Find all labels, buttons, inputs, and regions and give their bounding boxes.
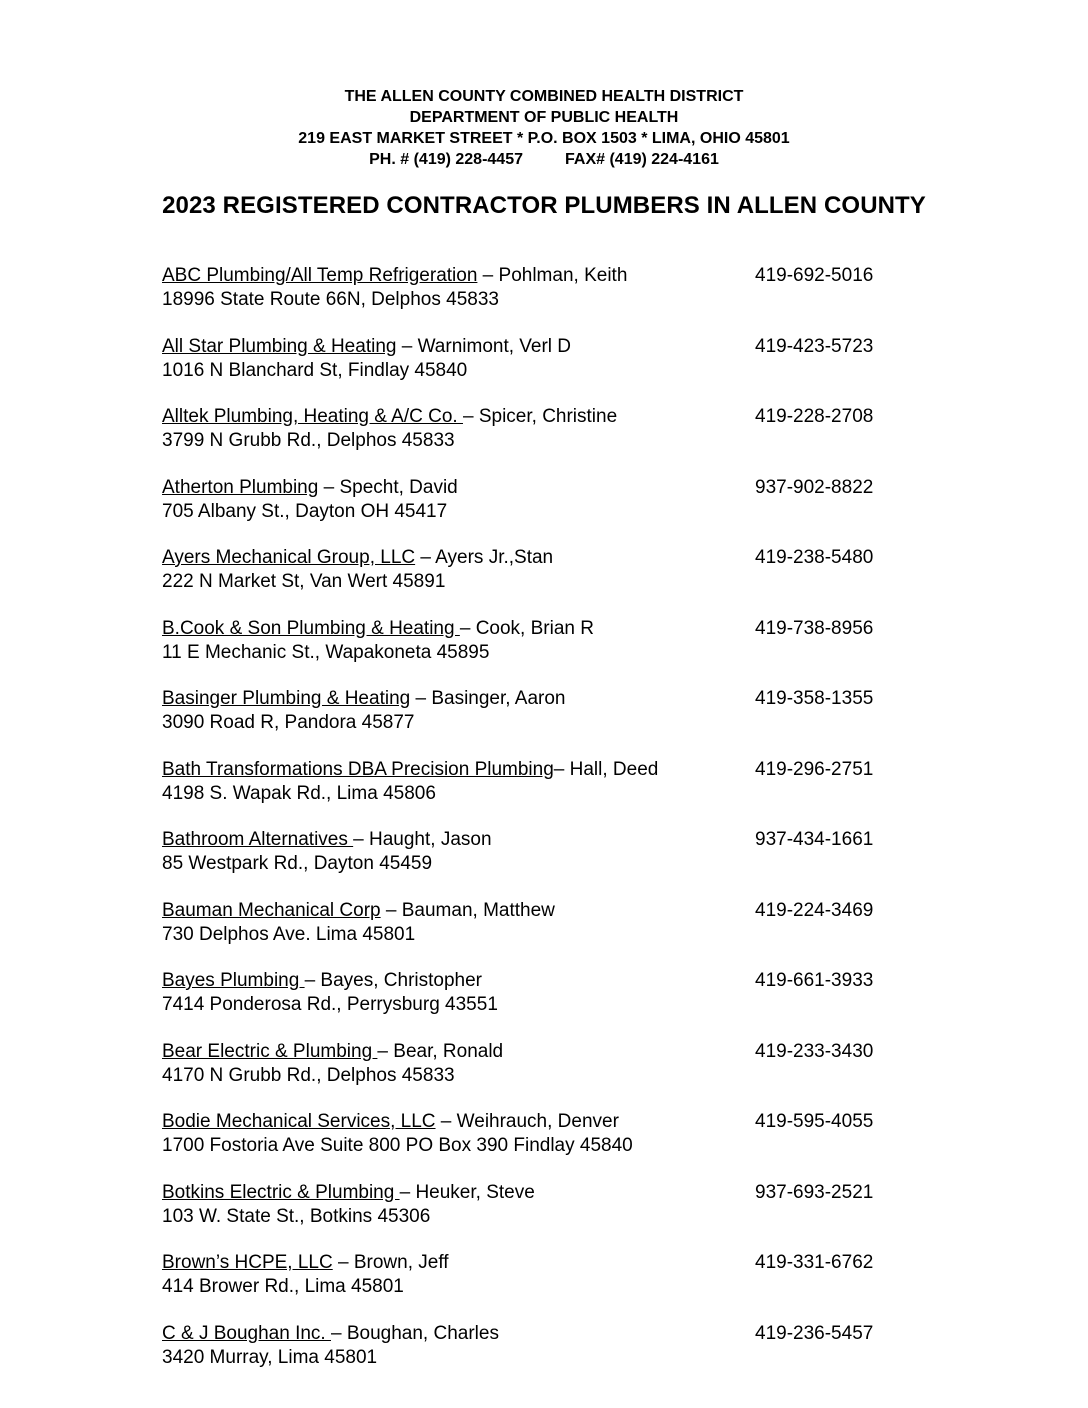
company-address: 730 Delphos Ave. Lima 45801 bbox=[162, 923, 416, 945]
company-name: Bath Transformations DBA Precision Plumbing bbox=[162, 758, 554, 780]
list-item bbox=[162, 1322, 922, 1393]
company-address: 4198 S. Wapak Rd., Lima 45806 bbox=[162, 782, 436, 804]
company-name: Brown’s HCPE, LLC bbox=[162, 1252, 333, 1273]
phone-number: 419-595-4055 bbox=[755, 1111, 874, 1132]
office-phone: PH. # (419) 228-4457 bbox=[369, 151, 523, 168]
list-item bbox=[162, 1110, 922, 1181]
phone-number: 419-236-5457 bbox=[755, 1322, 874, 1344]
company-name: ABC Plumbing/All Temp Refrigeration bbox=[162, 265, 478, 286]
phone-number: 419-423-5723 bbox=[755, 335, 874, 357]
list-item bbox=[162, 405, 922, 476]
org-name: THE ALLEN COUNTY COMBINED HEALTH DISTRICT bbox=[344, 88, 744, 105]
letterhead bbox=[0, 86, 1088, 170]
phone-number: 419-224-3469 bbox=[755, 899, 874, 921]
company-name: Bodie Mechanical Services, LLC bbox=[162, 1111, 436, 1132]
page-title: 2023 REGISTERED CONTRACTOR PLUMBERS IN ALLEN COUNTY bbox=[162, 192, 926, 219]
phone-number: 937-693-2521 bbox=[755, 1181, 874, 1203]
company-address: 85 Westpark Rd., Dayton 45459 bbox=[162, 853, 433, 874]
contact-name: – Heuker, Steve bbox=[399, 1181, 535, 1203]
company-name: Ayers Mechanical Group, LLC bbox=[162, 547, 416, 568]
contact-name: – Spicer, Christine bbox=[462, 406, 618, 427]
phone-number: 937-434-1661 bbox=[755, 829, 874, 850]
company-name: Alltek Plumbing, Heating & A/C Co. bbox=[162, 406, 463, 427]
company-name: Bear Electric & Plumbing bbox=[162, 1040, 378, 1062]
company-name: All Star Plumbing & Heating bbox=[162, 335, 397, 357]
company-address: 3799 N Grubb Rd., Delphos 45833 bbox=[162, 430, 455, 451]
list-item bbox=[162, 1181, 922, 1252]
contact-name: – Ayers Jr.,Stan bbox=[415, 547, 554, 568]
contact-name: – Brown, Jeff bbox=[332, 1252, 449, 1273]
company-address: 11 E Mechanic St., Wapakoneta 45895 bbox=[162, 641, 490, 663]
list-item bbox=[162, 264, 922, 335]
company-name: Basinger Plumbing & Heating bbox=[162, 688, 411, 709]
list-item bbox=[162, 546, 922, 617]
list-item bbox=[162, 828, 922, 899]
list-item bbox=[162, 969, 922, 1040]
list-item bbox=[162, 476, 922, 547]
company-address: 414 Brower Rd., Lima 45801 bbox=[162, 1276, 404, 1297]
phone-number: 419-238-5480 bbox=[755, 547, 874, 568]
list-item bbox=[162, 1251, 922, 1322]
list-item bbox=[162, 335, 922, 406]
company-name: Bauman Mechanical Corp bbox=[162, 899, 381, 921]
company-address: 18996 State Route 66N, Delphos 45833 bbox=[162, 289, 499, 310]
phone-number: 419-331-6762 bbox=[755, 1252, 874, 1273]
company-name: Atherton Plumbing bbox=[162, 476, 319, 498]
phone-number: 419-738-8956 bbox=[755, 617, 874, 639]
contact-name: – Boughan, Charles bbox=[331, 1322, 499, 1344]
company-address: 3090 Road R, Pandora 45877 bbox=[162, 712, 415, 733]
phone-number: 419-692-5016 bbox=[755, 265, 874, 286]
contractor-list bbox=[162, 264, 922, 1392]
office-fax: FAX# (419) 224-4161 bbox=[565, 151, 719, 168]
company-address: 1700 Fostoria Ave Suite 800 PO Box 390 Findlay 45840 bbox=[162, 1135, 633, 1156]
company-name: B.Cook & Son Plumbing & Heating bbox=[162, 617, 460, 639]
list-item bbox=[162, 617, 922, 688]
company-name: Bathroom Alternatives bbox=[162, 829, 354, 850]
list-item bbox=[162, 758, 922, 829]
company-address: 705 Albany St., Dayton OH 45417 bbox=[162, 500, 448, 522]
contact-name: – Hall, Deed bbox=[553, 758, 659, 780]
department-name: DEPARTMENT OF PUBLIC HEALTH bbox=[409, 109, 679, 126]
list-item bbox=[162, 899, 922, 970]
contact-line bbox=[0, 149, 1088, 170]
contact-name: – Specht, David bbox=[318, 476, 458, 498]
company-address: 7414 Ponderosa Rd., Perrysburg 43551 bbox=[162, 994, 498, 1015]
phone-number: 419-228-2708 bbox=[755, 406, 874, 427]
list-item bbox=[162, 1040, 922, 1111]
phone-number: 419-296-2751 bbox=[755, 758, 874, 780]
company-address: 1016 N Blanchard St, Findlay 45840 bbox=[162, 359, 468, 381]
contact-name: – Weihrauch, Denver bbox=[435, 1111, 619, 1132]
contact-name: – Bayes, Christopher bbox=[304, 970, 482, 991]
company-address: 3420 Murray, Lima 45801 bbox=[162, 1346, 378, 1368]
contact-name: – Basinger, Aaron bbox=[410, 688, 566, 709]
company-address: 103 W. State St., Botkins 45306 bbox=[162, 1205, 431, 1227]
contact-name: – Cook, Brian R bbox=[459, 617, 594, 639]
contact-name: – Warnimont, Verl D bbox=[396, 335, 572, 357]
phone-number: 419-358-1355 bbox=[755, 688, 874, 709]
phone-number: 419-661-3933 bbox=[755, 970, 874, 991]
contact-name: – Bauman, Matthew bbox=[380, 899, 555, 921]
company-name: Botkins Electric & Plumbing bbox=[162, 1181, 400, 1203]
phone-number: 937-902-8822 bbox=[755, 476, 874, 498]
company-name: C & J Boughan Inc. bbox=[162, 1322, 331, 1344]
contact-name: – Bear, Ronald bbox=[377, 1040, 504, 1062]
company-name: Bayes Plumbing bbox=[162, 970, 305, 991]
company-address: 4170 N Grubb Rd., Delphos 45833 bbox=[162, 1064, 455, 1086]
contact-name: – Pohlman, Keith bbox=[477, 265, 628, 286]
contact-name: – Haught, Jason bbox=[353, 829, 492, 850]
org-address: 219 EAST MARKET STREET * P.O. BOX 1503 * LIMA, OHIO 45801 bbox=[298, 130, 790, 147]
list-item bbox=[162, 687, 922, 758]
phone-number: 419-233-3430 bbox=[755, 1040, 874, 1062]
company-address: 222 N Market St, Van Wert 45891 bbox=[162, 571, 446, 592]
